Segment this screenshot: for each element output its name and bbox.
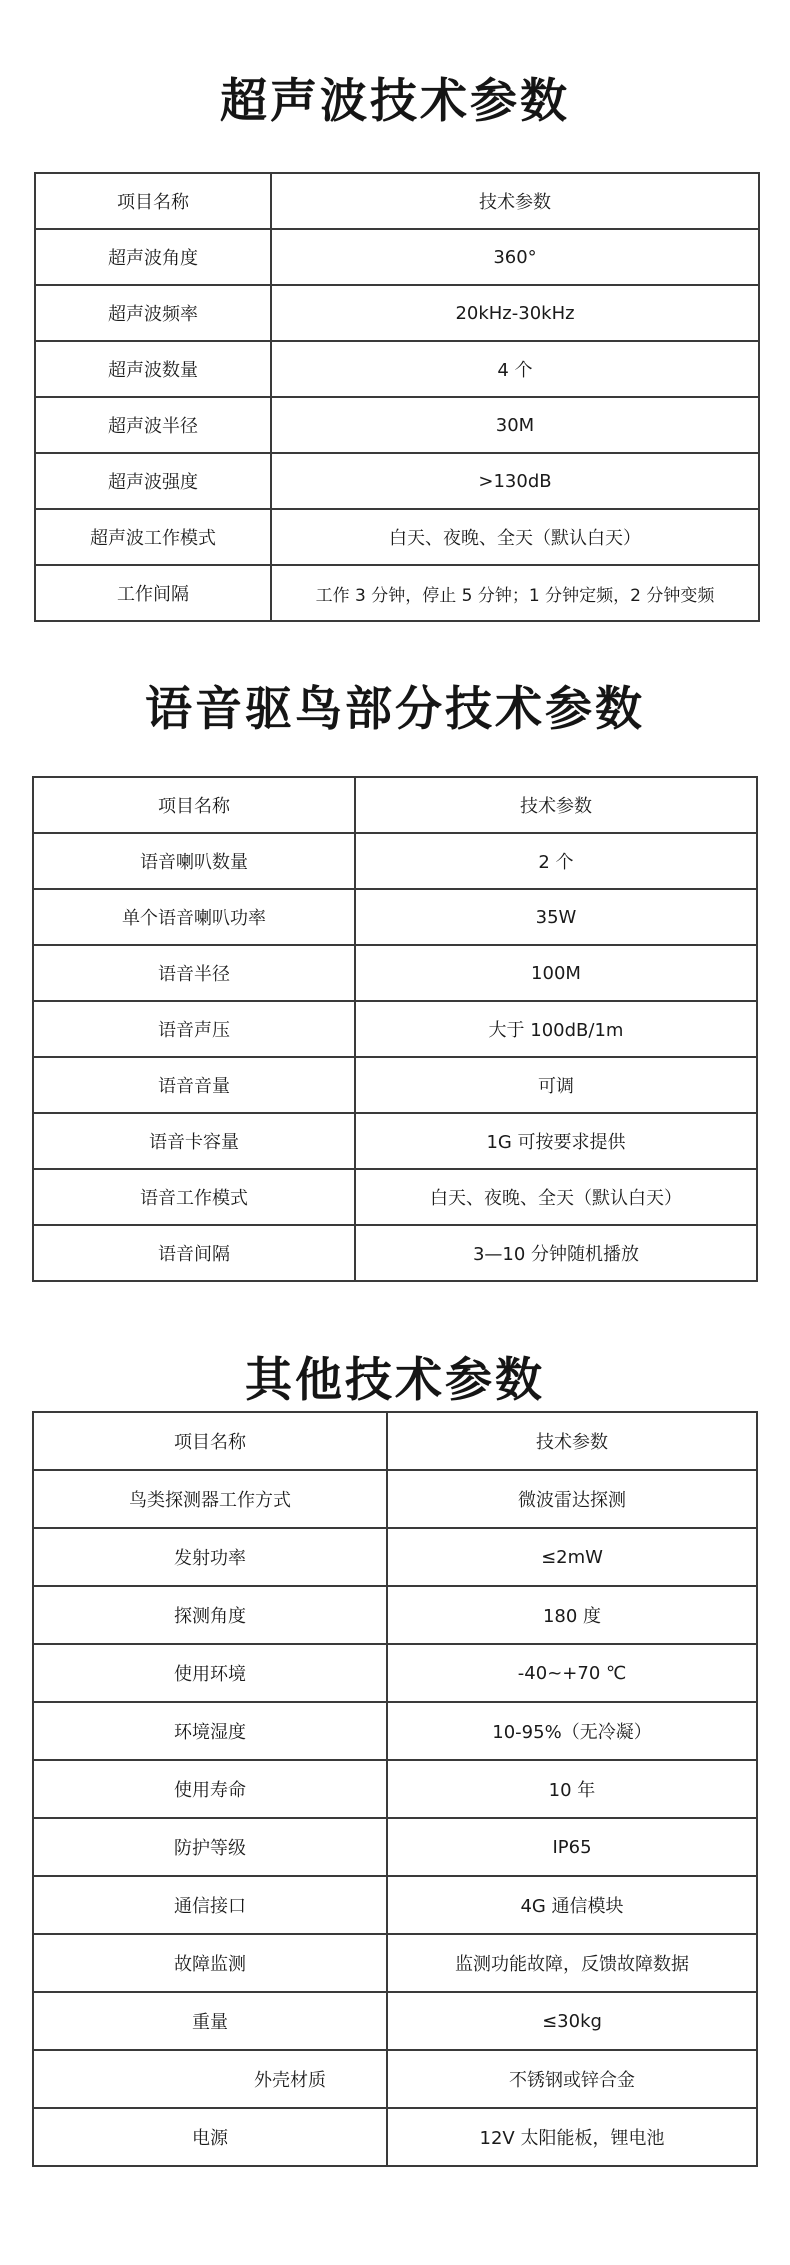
- row-label: 工作间隔: [35, 565, 271, 621]
- table-row: [33, 1702, 757, 1760]
- table-row: [33, 1586, 757, 1644]
- table-header-row: [35, 173, 759, 229]
- row-label: 语音工作模式: [33, 1169, 355, 1225]
- row-value: ≤2mW: [387, 1528, 757, 1586]
- voice-spec-table: [32, 776, 758, 1282]
- table-row: [33, 1470, 757, 1528]
- row-value: 不锈钢或锌合金: [387, 2050, 757, 2108]
- row-label: 超声波角度: [35, 229, 271, 285]
- table-row: [33, 1169, 757, 1225]
- row-label: 通信接口: [33, 1876, 387, 1934]
- row-label: 语音半径: [33, 945, 355, 1001]
- row-value: 白天、夜晚、全天（默认白天）: [271, 509, 759, 565]
- table-row: [35, 509, 759, 565]
- row-label: 探测角度: [33, 1586, 387, 1644]
- row-label: 发射功率: [33, 1528, 387, 1586]
- row-label: 超声波频率: [35, 285, 271, 341]
- table-row: [33, 833, 757, 889]
- table-row: [35, 341, 759, 397]
- row-label: 外壳材质: [33, 2050, 387, 2108]
- table-header-row: [33, 1412, 757, 1470]
- column-header-item: 项目名称: [35, 173, 271, 229]
- table-row: [35, 565, 759, 621]
- section-title-other: 其他技术参数: [245, 1353, 545, 1408]
- row-value: ≤30kg: [387, 1992, 757, 2050]
- column-header-item: 项目名称: [33, 777, 355, 833]
- table-row: [33, 1934, 757, 1992]
- row-value: 10 年: [387, 1760, 757, 1818]
- table-row: [35, 397, 759, 453]
- column-header-value: 技术参数: [387, 1412, 757, 1470]
- table-row: [33, 2050, 757, 2108]
- table-row: [33, 889, 757, 945]
- row-label: 单个语音喇叭功率: [33, 889, 355, 945]
- row-value: 10-95%（无冷凝）: [387, 1702, 757, 1760]
- row-value: 1G 可按要求提供: [355, 1113, 757, 1169]
- table-row: [33, 1644, 757, 1702]
- row-label: 语音声压: [33, 1001, 355, 1057]
- row-label: 超声波半径: [35, 397, 271, 453]
- row-label: 使用寿命: [33, 1760, 387, 1818]
- row-label: 电源: [33, 2108, 387, 2166]
- row-label: 使用环境: [33, 1644, 387, 1702]
- row-value: 4 个: [271, 341, 759, 397]
- table-row: [33, 1528, 757, 1586]
- table-row: [35, 285, 759, 341]
- row-label: 超声波强度: [35, 453, 271, 509]
- row-value: 大于 100dB/1m: [355, 1001, 757, 1057]
- row-value: 180 度: [387, 1586, 757, 1644]
- table-row: [35, 453, 759, 509]
- row-label: 故障监测: [33, 1934, 387, 1992]
- row-value: 100M: [355, 945, 757, 1001]
- row-label: 防护等级: [33, 1818, 387, 1876]
- table-row: [33, 1818, 757, 1876]
- row-value: 360°: [271, 229, 759, 285]
- row-value: IP65: [387, 1818, 757, 1876]
- row-value: 监测功能故障，反馈故障数据: [387, 1934, 757, 1992]
- table-row: [33, 1760, 757, 1818]
- table-row: [35, 229, 759, 285]
- table-row: [33, 1992, 757, 2050]
- row-value: 12V 太阳能板，锂电池: [387, 2108, 757, 2166]
- row-value: 35W: [355, 889, 757, 945]
- row-value: 可调: [355, 1057, 757, 1113]
- row-value: 白天、夜晚、全天（默认白天）: [355, 1169, 757, 1225]
- section-title-voice: 语音驱鸟部分技术参数: [145, 682, 645, 737]
- row-value: -40~+70 ℃: [387, 1644, 757, 1702]
- row-label: 鸟类探测器工作方式: [33, 1470, 387, 1528]
- table-row: [33, 1001, 757, 1057]
- row-value: 2 个: [355, 833, 757, 889]
- row-label: 语音间隔: [33, 1225, 355, 1281]
- row-value: >130dB: [271, 453, 759, 509]
- row-label: 语音喇叭数量: [33, 833, 355, 889]
- table-row: [33, 2108, 757, 2166]
- row-label: 超声波工作模式: [35, 509, 271, 565]
- other-spec-table: [32, 1411, 758, 2167]
- row-value: 工作 3 分钟，停止 5 分钟；1 分钟定频，2 分钟变频: [271, 565, 759, 621]
- table-row: [33, 1225, 757, 1281]
- column-header-value: 技术参数: [355, 777, 757, 833]
- row-label: 语音音量: [33, 1057, 355, 1113]
- row-value: 3—10 分钟随机播放: [355, 1225, 757, 1281]
- row-value: 微波雷达探测: [387, 1470, 757, 1528]
- table-row: [33, 1057, 757, 1113]
- row-label: 重量: [33, 1992, 387, 2050]
- table-header-row: [33, 777, 757, 833]
- column-header-item: 项目名称: [33, 1412, 387, 1470]
- section-title-ultrasonic: 超声波技术参数: [220, 74, 570, 129]
- row-value: 30M: [271, 397, 759, 453]
- table-row: [33, 945, 757, 1001]
- ultrasonic-spec-table: [34, 172, 760, 622]
- row-label: 环境湿度: [33, 1702, 387, 1760]
- row-value: 20kHz-30kHz: [271, 285, 759, 341]
- row-label: 超声波数量: [35, 341, 271, 397]
- row-label: 语音卡容量: [33, 1113, 355, 1169]
- table-row: [33, 1876, 757, 1934]
- column-header-value: 技术参数: [271, 173, 759, 229]
- table-row: [33, 1113, 757, 1169]
- row-value: 4G 通信模块: [387, 1876, 757, 1934]
